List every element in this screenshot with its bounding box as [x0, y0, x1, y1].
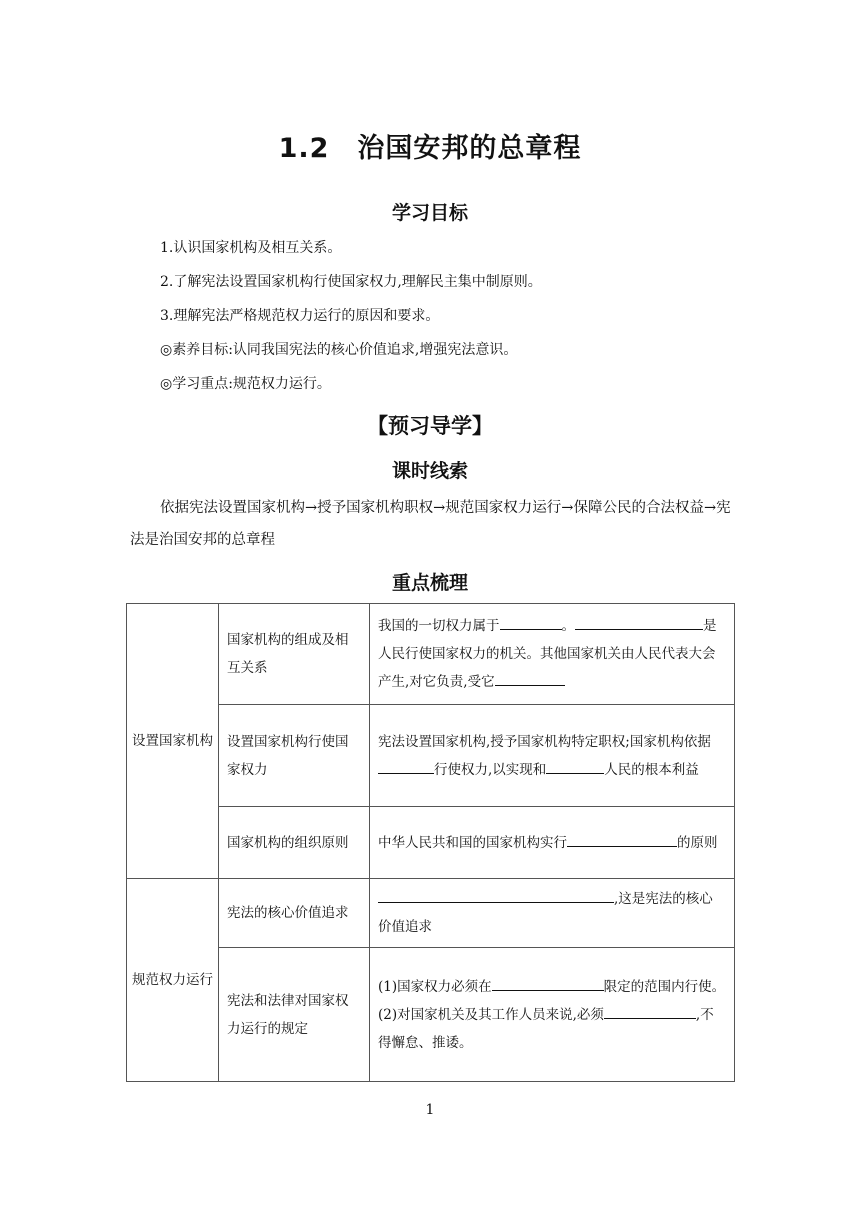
answer-blank[interactable]: [492, 976, 604, 991]
answer-blank[interactable]: [567, 832, 677, 847]
content-cell: [370, 807, 735, 879]
content-text: 中华人民共和国的国家机构实行: [378, 834, 567, 851]
page-title: 1.2 治国安邦的总章程: [278, 133, 582, 164]
answer-blank[interactable]: [495, 671, 565, 686]
content-text: 行使权力,以实现和: [434, 761, 547, 778]
answer-blank[interactable]: [604, 1004, 696, 1019]
topic-cell: 国家机构的组成及相互关系: [219, 604, 370, 705]
summary-heading: 重点梳理: [391, 572, 468, 594]
answer-blank[interactable]: [500, 615, 562, 630]
answer-blank[interactable]: [378, 759, 434, 774]
objective-item: 3.理解宪法严格规范权力运行的原因和要求。: [160, 308, 440, 324]
content-text: 人民的根本利益: [604, 761, 699, 778]
content-text: (2)对国家机关及其工作人员来说,必须: [378, 1006, 604, 1023]
clue-heading: 课时线索: [391, 460, 468, 482]
objective-item: 1.认识国家机构及相互关系。: [160, 240, 342, 256]
table-row: [127, 604, 735, 705]
preview-heading: 【预习导学】: [367, 414, 493, 438]
topic-cell: 设置国家机构行使国家权力: [219, 705, 370, 807]
answer-blank[interactable]: [546, 759, 604, 774]
topic-cell: 宪法和法律对国家权力运行的规定: [219, 948, 370, 1082]
table-row: [127, 705, 735, 807]
content-text: 宪法设置国家机构,授予国家机构特定职权;国家机构依据: [378, 733, 711, 750]
content-cell: [370, 879, 735, 948]
literacy-goal: ◎素养目标:认同我国宪法的核心价值追求,增强宪法意识。: [160, 342, 518, 358]
topic-cell: 国家机构的组织原则: [219, 807, 370, 879]
category-cell: 设置国家机构: [127, 604, 219, 879]
table-row: [127, 807, 735, 879]
objectives-heading: 学习目标: [391, 202, 468, 224]
content-text: ,不得懈怠、推诿。: [378, 1006, 714, 1051]
content-text: ,这是宪法的核心价值追求: [378, 891, 713, 935]
table-row: [127, 879, 735, 948]
category-cell: 规范权力运行: [127, 879, 219, 1082]
content-text: 是人民行使国家权力的机关。其他国家机关由人民代表大会产生,对它负责,受它: [378, 618, 717, 690]
content-text: 限定的范围内行使。: [603, 978, 726, 995]
content-text: (1)国家权力必须在: [378, 978, 492, 995]
answer-blank[interactable]: [378, 888, 614, 903]
answer-blank[interactable]: [575, 615, 703, 630]
objective-item: 2.了解宪法设置国家机构行使国家权力,理解民主集中制原则。: [160, 274, 542, 290]
content-text: 我国的一切权力属于: [378, 618, 500, 634]
content-cell: [370, 948, 735, 1082]
table-row: [127, 948, 735, 1082]
content-cell: [370, 604, 735, 705]
clue-text: 依据宪法设置国家机构→授予国家机构职权→规范国家权力运行→保障公民的合法权益→宪法是治国安邦的总章程: [130, 500, 731, 548]
topic-cell: 宪法的核心价值追求: [219, 879, 370, 948]
learning-focus: ◎学习重点:规范权力运行。: [160, 376, 331, 392]
content-text: 的原则: [677, 834, 718, 851]
content-text: 。: [561, 618, 575, 634]
key-points-table: [126, 603, 735, 1082]
page-number: 1: [425, 1102, 435, 1118]
content-cell: [370, 705, 735, 807]
